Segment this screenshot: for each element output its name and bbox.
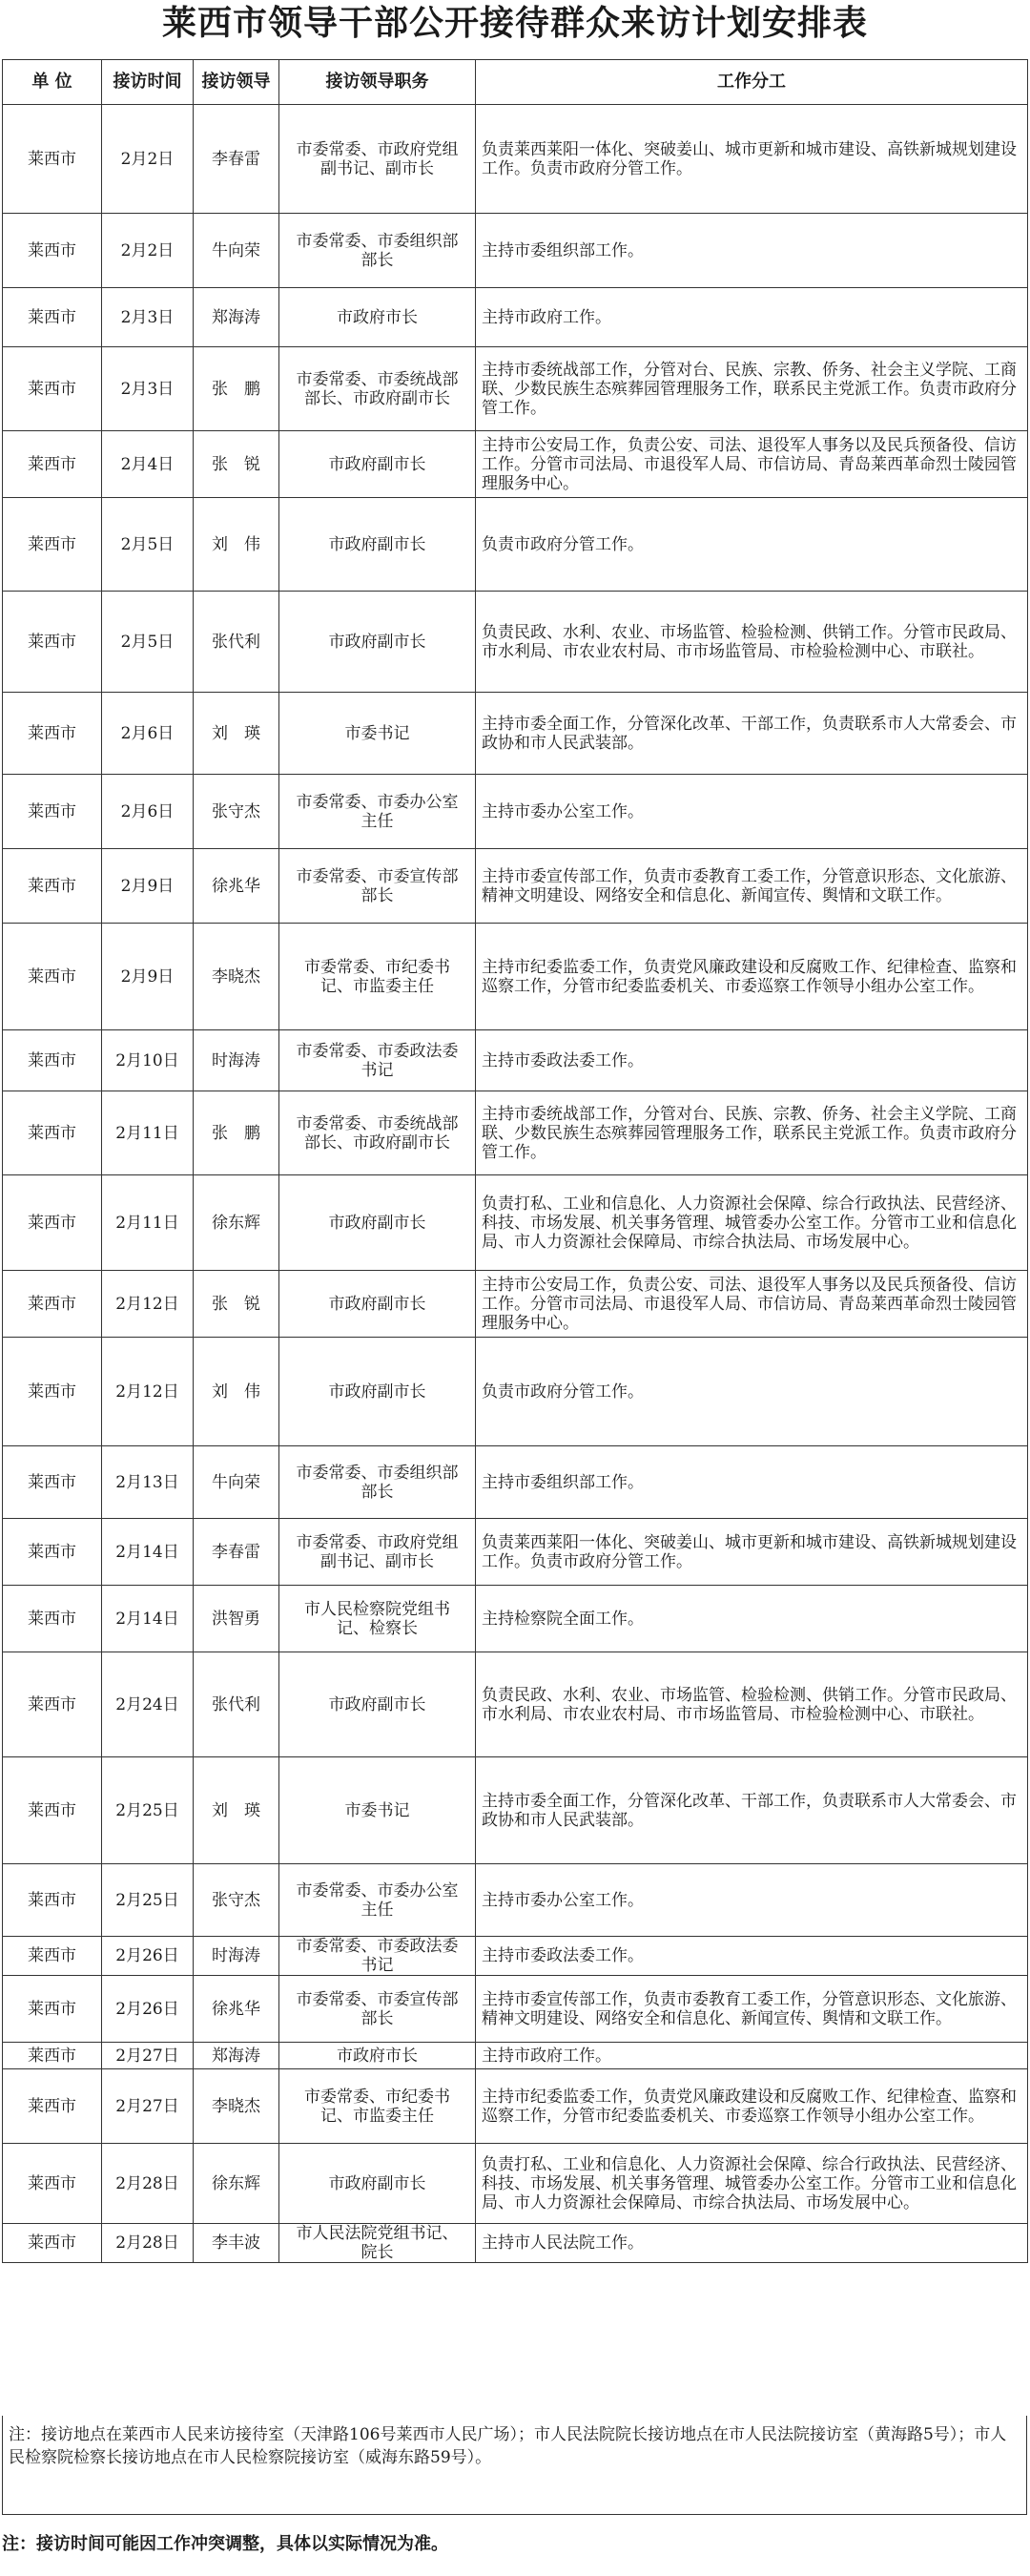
- cell-unit: 莱西市: [3, 288, 102, 347]
- cell-duty: 主持市委全面工作，分管深化改革、干部工作，负责联系市人大常委会、市政协和市人民武装部。: [476, 693, 1028, 775]
- cell-leader: 牛向荣: [194, 214, 279, 288]
- cell-duty: 主持市委办公室工作。: [476, 1864, 1028, 1937]
- schedule-table: [2, 59, 1028, 2263]
- cell-leader: 时海涛: [194, 1030, 279, 1091]
- cell-position: 市委常委、市纪委书记、市监委主任: [279, 924, 476, 1030]
- cell-unit: 莱西市: [3, 849, 102, 924]
- cell-leader: 时海涛: [194, 1937, 279, 1976]
- cell-date: 2月28日: [102, 2144, 194, 2224]
- cell-date: 2月10日: [102, 1030, 194, 1091]
- cell-leader: 李春雷: [194, 105, 279, 214]
- table-row: [3, 1091, 1028, 1175]
- cell-position: 市政府副市长: [279, 1271, 476, 1338]
- table-row: [3, 1338, 1028, 1446]
- cell-unit: 莱西市: [3, 924, 102, 1030]
- cell-position: 市政府副市长: [279, 1175, 476, 1271]
- cell-date: 2月5日: [102, 498, 194, 592]
- cell-leader: 刘 伟: [194, 1338, 279, 1446]
- cell-leader: 郑海涛: [194, 288, 279, 347]
- cell-date: 2月28日: [102, 2224, 194, 2263]
- table-row: [3, 1446, 1028, 1519]
- cell-position: 市委常委、市委宣传部部长: [279, 1976, 476, 2043]
- cell-unit: 莱西市: [3, 592, 102, 693]
- header-unit: 单 位: [3, 60, 102, 105]
- table-row: [3, 1519, 1028, 1586]
- table-row: [3, 1937, 1028, 1976]
- table-row: [3, 1030, 1028, 1091]
- cell-position: 市政府副市长: [279, 592, 476, 693]
- table-row: [3, 775, 1028, 849]
- table-row: [3, 1271, 1028, 1338]
- cell-date: 2月5日: [102, 592, 194, 693]
- cell-date: 2月9日: [102, 849, 194, 924]
- cell-duty: 负责民政、水利、农业、市场监管、检验检测、供销工作。分管市民政局、市水利局、市农业农村局、市市场监管局、市检验检测中心、市联社。: [476, 1652, 1028, 1757]
- cell-leader: 刘 瑛: [194, 1757, 279, 1864]
- cell-position: 市委书记: [279, 1757, 476, 1864]
- cell-date: 2月14日: [102, 1586, 194, 1652]
- cell-position: 市人民检察院党组书记、检察长: [279, 1586, 476, 1652]
- table-row: [3, 693, 1028, 775]
- cell-leader: 刘 伟: [194, 498, 279, 592]
- cell-position: 市政府副市长: [279, 431, 476, 498]
- table-row: [3, 1976, 1028, 2043]
- header-leader: 接访领导: [194, 60, 279, 105]
- cell-date: 2月11日: [102, 1091, 194, 1175]
- cell-date: 2月6日: [102, 693, 194, 775]
- table-row: [3, 592, 1028, 693]
- cell-date: 2月3日: [102, 288, 194, 347]
- cell-duty: 负责市政府分管工作。: [476, 1338, 1028, 1446]
- cell-leader: 洪智勇: [194, 1586, 279, 1652]
- cell-date: 2月27日: [102, 2043, 194, 2069]
- cell-unit: 莱西市: [3, 1271, 102, 1338]
- cell-duty: 主持市委全面工作，分管深化改革、干部工作，负责联系市人大常委会、市政协和市人民武装部。: [476, 1757, 1028, 1864]
- cell-unit: 莱西市: [3, 1937, 102, 1976]
- cell-duty: 主持市委统战部工作，分管对台、民族、宗教、侨务、社会主义学院、工商联、少数民族生态殡葬园管理服务工作，联系民主党派工作。负责市政府分管工作。: [476, 1091, 1028, 1175]
- cell-unit: 莱西市: [3, 775, 102, 849]
- table-row: [3, 2144, 1028, 2224]
- cell-leader: 李丰波: [194, 2224, 279, 2263]
- page-title: 莱西市领导干部公开接待群众来访计划安排表: [161, 3, 868, 43]
- cell-unit: 莱西市: [3, 1338, 102, 1446]
- cell-date: 2月13日: [102, 1446, 194, 1519]
- header-duty: 工作分工: [476, 60, 1028, 105]
- cell-position: 市委常委、市委宣传部部长: [279, 849, 476, 924]
- cell-date: 2月2日: [102, 214, 194, 288]
- cell-date: 2月2日: [102, 105, 194, 214]
- table-row: [3, 1586, 1028, 1652]
- cell-leader: 张守杰: [194, 775, 279, 849]
- header-position: 接访领导职务: [279, 60, 476, 105]
- cell-date: 2月11日: [102, 1175, 194, 1271]
- cell-duty: 负责莱西莱阳一体化、突破姜山、城市更新和城市建设、高铁新城规划建设工作。负责市政府分管工作。: [476, 105, 1028, 214]
- cell-duty: 主持市纪委监委工作，负责党风廉政建设和反腐败工作、纪律检查、监察和巡察工作，分管市纪委监委机关、市委巡察工作领导小组办公室工作。: [476, 2069, 1028, 2144]
- cell-unit: 莱西市: [3, 2144, 102, 2224]
- cell-duty: 主持市委办公室工作。: [476, 775, 1028, 849]
- table-row: [3, 431, 1028, 498]
- cell-leader: 徐兆华: [194, 1976, 279, 2043]
- cell-date: 2月27日: [102, 2069, 194, 2144]
- cell-unit: 莱西市: [3, 1175, 102, 1271]
- cell-leader: 张守杰: [194, 1864, 279, 1937]
- cell-unit: 莱西市: [3, 347, 102, 431]
- table-row: [3, 105, 1028, 214]
- cell-unit: 莱西市: [3, 1030, 102, 1091]
- cell-unit: 莱西市: [3, 1976, 102, 2043]
- cell-duty: 负责莱西莱阳一体化、突破姜山、城市更新和城市建设、高铁新城规划建设工作。负责市政府分管工作。: [476, 1519, 1028, 1586]
- cell-unit: 莱西市: [3, 105, 102, 214]
- cell-duty: 主持检察院全面工作。: [476, 1586, 1028, 1652]
- table-row: [3, 1864, 1028, 1937]
- cell-date: 2月3日: [102, 347, 194, 431]
- adjustment-notice: 注：接访时间可能因工作冲突调整，具体以实际情况为准。: [2, 2534, 448, 2554]
- cell-duty: 主持市委政法委工作。: [476, 1030, 1028, 1091]
- cell-duty: 主持市纪委监委工作，负责党风廉政建设和反腐败工作、纪律检查、监察和巡察工作，分管市纪委监委机关、市委巡察工作领导小组办公室工作。: [476, 924, 1028, 1030]
- cell-duty: 主持市公安局工作，负责公安、司法、退役军人事务以及民兵预备役、信访工作。分管市司法局、市退役军人局、市信访局、青岛莱西革命烈士陵园管理服务中心。: [476, 1271, 1028, 1338]
- cell-leader: 李晓杰: [194, 2069, 279, 2144]
- cell-unit: 莱西市: [3, 1757, 102, 1864]
- table-row: [3, 2043, 1028, 2069]
- cell-unit: 莱西市: [3, 1091, 102, 1175]
- cell-unit: 莱西市: [3, 498, 102, 592]
- cell-date: 2月12日: [102, 1271, 194, 1338]
- cell-unit: 莱西市: [3, 1652, 102, 1757]
- location-note: 注：接访地点在莱西市人民来访接待室（天津路106号莱西市人民广场）；市人民法院院长接访地点在市人民法院接访室（黄海路5号）；市人民检察院检察长接访地点在市人民检察院接访室（威海东路59号）。: [2, 2416, 1027, 2515]
- cell-date: 2月12日: [102, 1338, 194, 1446]
- table-row: [3, 1757, 1028, 1864]
- cell-position: 市政府市长: [279, 2043, 476, 2069]
- cell-duty: 主持市政府工作。: [476, 288, 1028, 347]
- cell-leader: 张 锐: [194, 1271, 279, 1338]
- cell-leader: 徐东辉: [194, 1175, 279, 1271]
- cell-position: 市政府市长: [279, 288, 476, 347]
- cell-leader: 徐东辉: [194, 2144, 279, 2224]
- cell-position: 市委常委、市委办公室主任: [279, 1864, 476, 1937]
- table-row: [3, 498, 1028, 592]
- table-row: [3, 1652, 1028, 1757]
- cell-date: 2月25日: [102, 1864, 194, 1937]
- table-row: [3, 288, 1028, 347]
- cell-date: 2月4日: [102, 431, 194, 498]
- table-row: [3, 2069, 1028, 2144]
- cell-date: 2月6日: [102, 775, 194, 849]
- cell-position: 市委常委、市委统战部部长、市政府副市长: [279, 347, 476, 431]
- cell-duty: 主持市公安局工作，负责公安、司法、退役军人事务以及民兵预备役、信访工作。分管市司法局、市退役军人局、市信访局、青岛莱西革命烈士陵园管理服务中心。: [476, 431, 1028, 498]
- cell-position: 市委常委、市政府党组副书记、副市长: [279, 1519, 476, 1586]
- cell-duty: 主持市委统战部工作，分管对台、民族、宗教、侨务、社会主义学院、工商联、少数民族生态殡葬园管理服务工作，联系民主党派工作。负责市政府分管工作。: [476, 347, 1028, 431]
- cell-duty: 主持市人民法院工作。: [476, 2224, 1028, 2263]
- cell-leader: 张 鹏: [194, 347, 279, 431]
- cell-duty: 负责市政府分管工作。: [476, 498, 1028, 592]
- cell-position: 市委常委、市委组织部部长: [279, 1446, 476, 1519]
- cell-position: 市委常委、市委政法委书记: [279, 1030, 476, 1091]
- cell-leader: 张代利: [194, 1652, 279, 1757]
- cell-leader: 李春雷: [194, 1519, 279, 1586]
- cell-duty: 主持市政府工作。: [476, 2043, 1028, 2069]
- cell-position: 市委常委、市委统战部部长、市政府副市长: [279, 1091, 476, 1175]
- schedule-rows: [3, 105, 1028, 2263]
- cell-leader: 徐兆华: [194, 849, 279, 924]
- cell-unit: 莱西市: [3, 1446, 102, 1519]
- header-row: [3, 60, 1028, 105]
- cell-position: 市政府副市长: [279, 498, 476, 592]
- cell-date: 2月25日: [102, 1757, 194, 1864]
- cell-duty: 主持市委组织部工作。: [476, 1446, 1028, 1519]
- cell-leader: 张 锐: [194, 431, 279, 498]
- cell-unit: 莱西市: [3, 693, 102, 775]
- cell-position: 市委书记: [279, 693, 476, 775]
- cell-leader: 李晓杰: [194, 924, 279, 1030]
- cell-unit: 莱西市: [3, 2069, 102, 2144]
- table-row: [3, 924, 1028, 1030]
- cell-unit: 莱西市: [3, 214, 102, 288]
- table-row: [3, 1175, 1028, 1271]
- cell-duty: 主持市委组织部工作。: [476, 214, 1028, 288]
- cell-leader: 郑海涛: [194, 2043, 279, 2069]
- cell-position: 市委常委、市委组织部部长: [279, 214, 476, 288]
- cell-position: 市人民法院党组书记、院长: [279, 2224, 476, 2263]
- cell-unit: 莱西市: [3, 1864, 102, 1937]
- cell-duty: 主持市委宣传部工作，负责市委教育工委工作，分管意识形态、文化旅游、精神文明建设、网络安全和信息化、新闻宣传、舆情和文联工作。: [476, 849, 1028, 924]
- cell-date: 2月9日: [102, 924, 194, 1030]
- cell-unit: 莱西市: [3, 2043, 102, 2069]
- cell-leader: 张 鹏: [194, 1091, 279, 1175]
- cell-position: 市委常委、市委办公室主任: [279, 775, 476, 849]
- cell-leader: 牛向荣: [194, 1446, 279, 1519]
- cell-date: 2月14日: [102, 1519, 194, 1586]
- cell-date: 2月24日: [102, 1652, 194, 1757]
- table-row: [3, 214, 1028, 288]
- cell-duty: 主持市委宣传部工作，负责市委教育工委工作，分管意识形态、文化旅游、精神文明建设、网络安全和信息化、新闻宣传、舆情和文联工作。: [476, 1976, 1028, 2043]
- cell-duty: 负责打私、工业和信息化、人力资源社会保障、综合行政执法、民营经济、科技、市场发展、机关事务管理、城管委办公室工作。分管市工业和信息化局、市人力资源社会保障局、市综合执法局、市场发展中心。: [476, 2144, 1028, 2224]
- cell-duty: 负责打私、工业和信息化、人力资源社会保障、综合行政执法、民营经济、科技、市场发展、机关事务管理、城管委办公室工作。分管市工业和信息化局、市人力资源社会保障局、市综合执法局、市场发展中心。: [476, 1175, 1028, 1271]
- cell-position: 市委常委、市纪委书记、市监委主任: [279, 2069, 476, 2144]
- cell-unit: 莱西市: [3, 1586, 102, 1652]
- cell-position: 市政府副市长: [279, 1652, 476, 1757]
- cell-position: 市政府副市长: [279, 2144, 476, 2224]
- cell-date: 2月26日: [102, 1976, 194, 2043]
- cell-leader: 刘 瑛: [194, 693, 279, 775]
- cell-position: 市政府副市长: [279, 1338, 476, 1446]
- cell-unit: 莱西市: [3, 2224, 102, 2263]
- table-row: [3, 849, 1028, 924]
- table-row: [3, 2224, 1028, 2263]
- table-row: [3, 347, 1028, 431]
- cell-unit: 莱西市: [3, 1519, 102, 1586]
- cell-date: 2月26日: [102, 1937, 194, 1976]
- cell-position: 市委常委、市委政法委书记: [279, 1937, 476, 1976]
- cell-leader: 张代利: [194, 592, 279, 693]
- header-date: 接访时间: [102, 60, 194, 105]
- cell-position: 市委常委、市政府党组副书记、副市长: [279, 105, 476, 214]
- cell-duty: 主持市委政法委工作。: [476, 1937, 1028, 1976]
- cell-duty: 负责民政、水利、农业、市场监管、检验检测、供销工作。分管市民政局、市水利局、市农业农村局、市市场监管局、市检验检测中心、市联社。: [476, 592, 1028, 693]
- cell-unit: 莱西市: [3, 431, 102, 498]
